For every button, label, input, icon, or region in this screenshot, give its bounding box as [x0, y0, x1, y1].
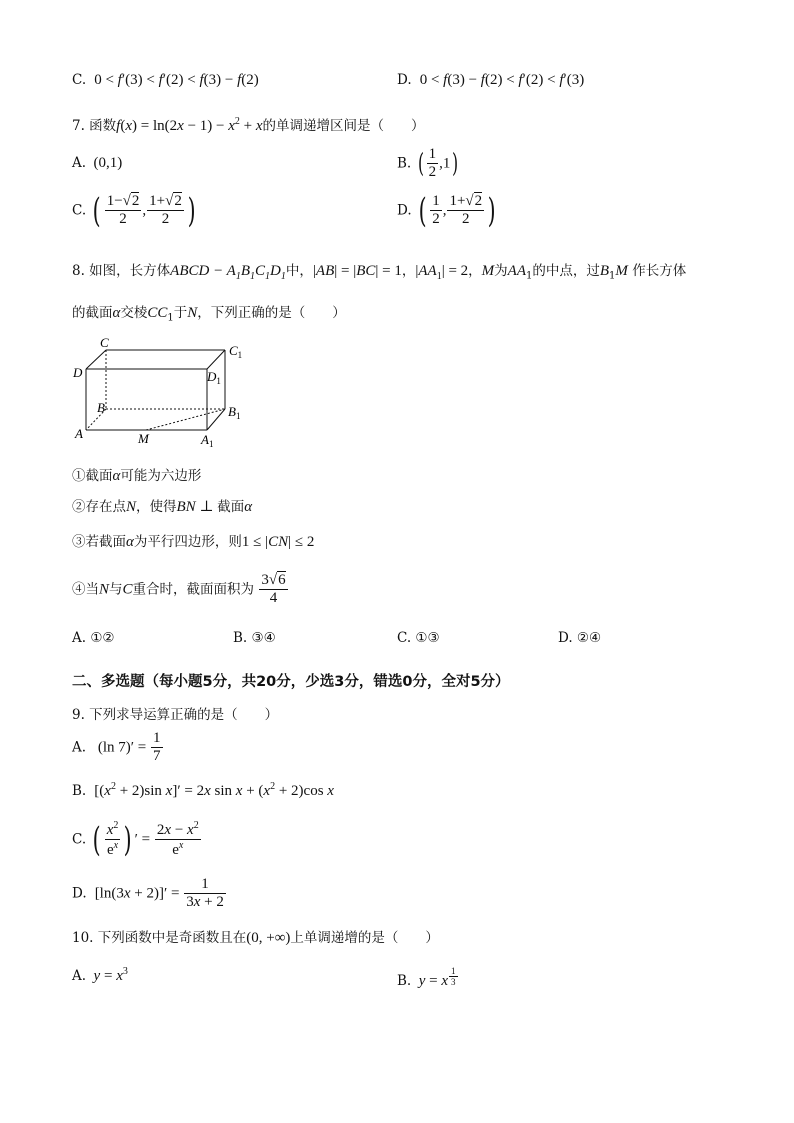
q8-option-d: D. ②④: [558, 630, 602, 646]
q8-option-b: B. ③④: [233, 630, 276, 646]
segment-m-b1: [146, 409, 225, 430]
q6-option-d: D. 0 < f(3) − f(2) < f′(2) < f′(3): [397, 72, 585, 88]
label-a1: $A_1$: [201, 432, 214, 449]
q8-option-a: A. ①②: [72, 630, 115, 646]
edge-b1-a1: [207, 409, 225, 430]
q8-stem-line2: 的截面α交棱$CC_1$于N，下列正确的是（ ）: [72, 305, 346, 324]
edge-c-d: [86, 350, 106, 369]
q7-option-a: A. (0,1): [72, 155, 123, 171]
q9-option-c: C. ( $\frac{x^2}{e^x}$ ) ′ = $\frac{2x - x^2}{e^x}$: [72, 819, 199, 860]
q9-stem: 9. 下列求导运算正确的是（ ）: [72, 707, 279, 723]
label-m: M: [138, 431, 149, 446]
edge-c1-d1: [207, 350, 225, 369]
q9-option-b: B. [$(x^2 + 2)\sin$ x]′ = 2x $\sin x + (x^2 + 2)\cos$ x: [72, 781, 334, 799]
q8-stem-line1: 8. 如图，长方体ABCD − $A_1B_1C_1D_1$中，|AB| = |BC| = 1，$|AA_1| = 2$，M为$AA_1$的中点，过$B_1M$ 作长方体: [72, 263, 687, 282]
cuboid-figure: [70, 336, 260, 452]
q8-statement-1: ①截面α可能为六边形: [72, 468, 202, 484]
q10-option-a: A. $y = x^3$: [72, 966, 128, 984]
label-a: A: [75, 426, 83, 441]
q6-option-c: C. 0 < f′(3) < f′(2) < f(3) − f(2): [72, 72, 259, 88]
q9-option-d: D. [ln(3x + 2)]′ = $\frac{1}{3x + 2}$: [72, 876, 224, 911]
q7-stem: 7. 函数$f(x) = \ln(2x - 1) - x^2 + x$的单调递增区间是（ ）: [72, 116, 425, 134]
label-c: C: [100, 336, 109, 350]
q8-statement-2: ②存在点N，使得BN ⊥ 截面α: [72, 499, 253, 515]
label-d: D: [73, 365, 83, 380]
label-b: B: [97, 400, 105, 415]
q10-stem: 10. 下列函数中是奇函数且在(0, +∞)上单调递增的是（ ）: [72, 930, 439, 946]
section-heading-multi-choice: 二、多选题（每小题5分，共20分，少选3分，错选0分，全对5分）: [72, 674, 510, 690]
q8-option-c: C. ①③: [397, 630, 440, 646]
q7-option-d: D. ( $\frac{1}{2}$ , $\frac{1+√2}{2}$ ): [397, 190, 496, 231]
label-c1: $C_1$: [229, 343, 243, 360]
label-d1: $D_1$: [207, 369, 221, 386]
q10-option-b: B. y = x $^{\frac{1}{3}}$: [397, 966, 456, 990]
q8-statement-3: ③若截面α为平行四边形，则1 ≤ |CN| ≤ 2: [72, 534, 315, 550]
q7-option-c: C. ( $\frac{1-√2}{2}$ , $\frac{1+√2}{2}$ ): [72, 190, 196, 231]
q8-statement-4: ④当N与C重合时，截面面积为 $\frac{3√6}{4}$: [72, 572, 286, 607]
q9-option-a: A. (ln 7)′ = $\frac{1}{7}$: [72, 730, 161, 765]
label-b1: $B_1$: [228, 404, 241, 421]
q7-option-b: B. ( $\frac{1}{2}$ ,1): [397, 146, 459, 181]
